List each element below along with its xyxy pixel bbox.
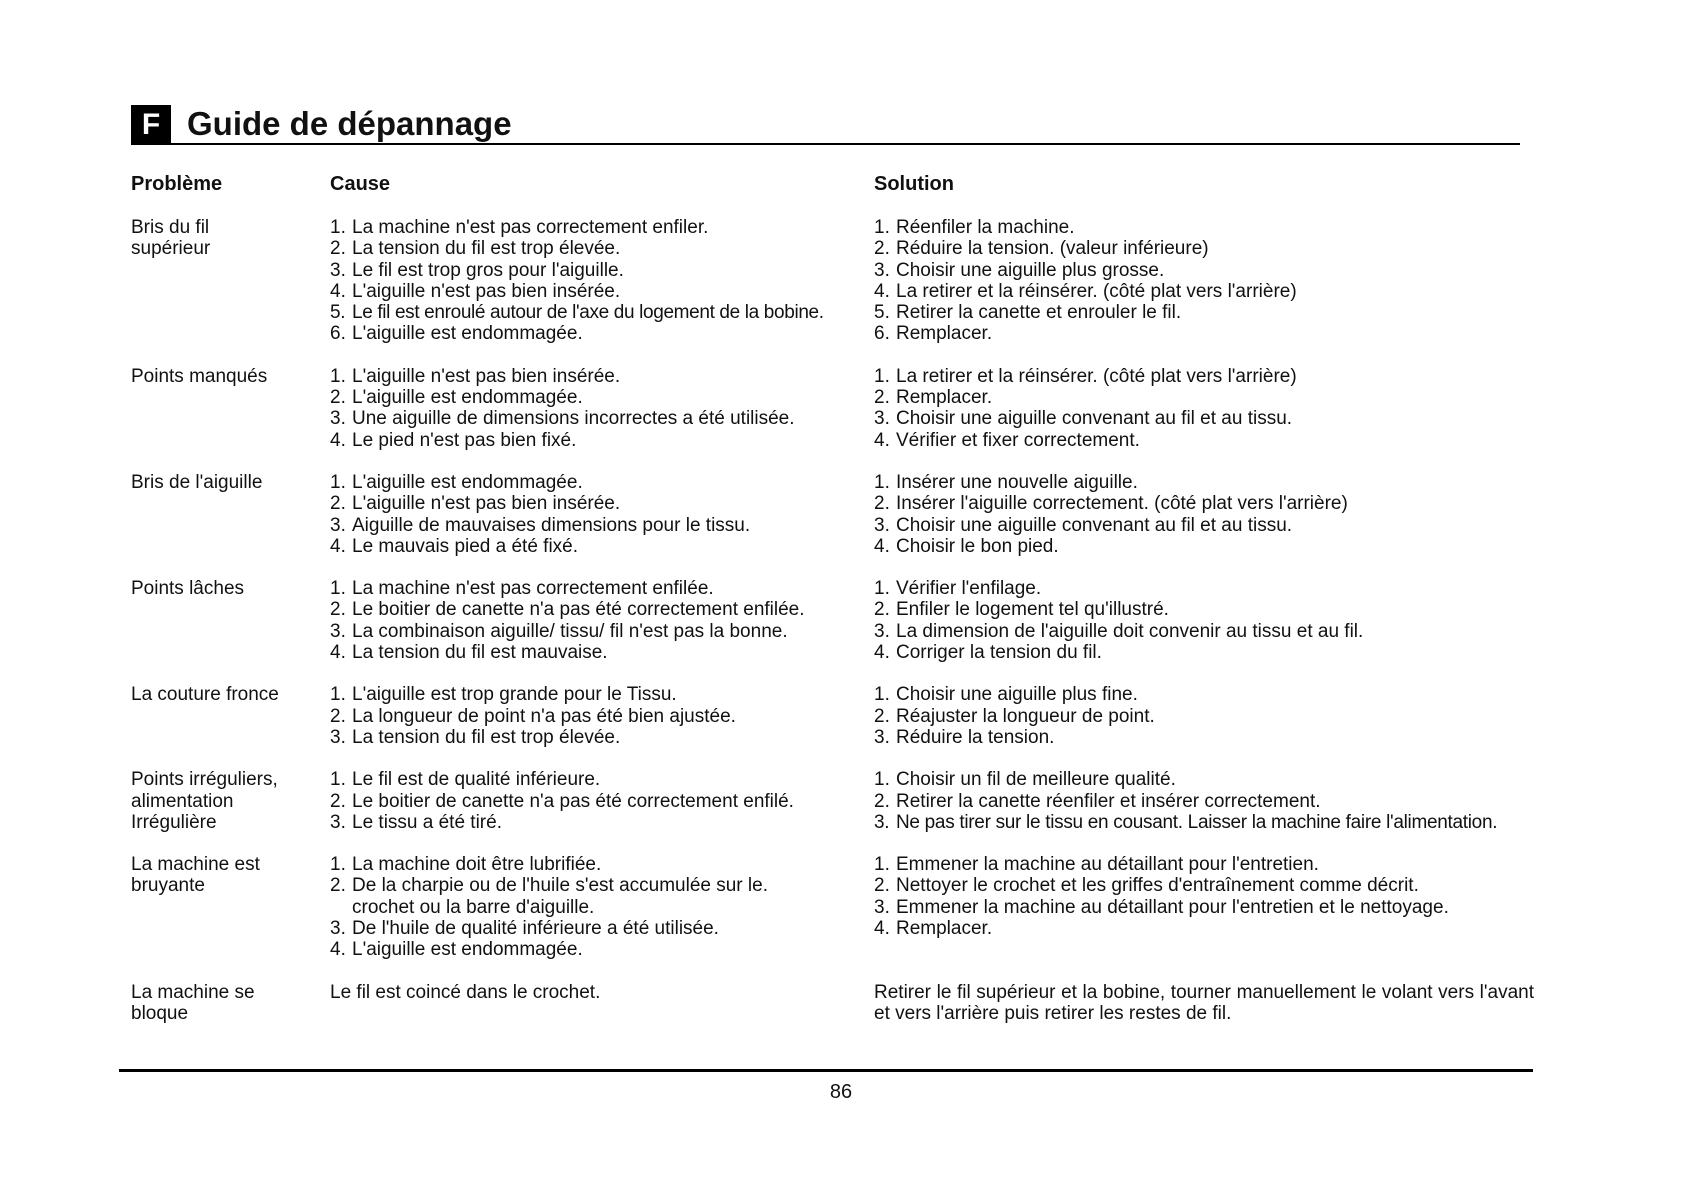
solution-cell <box>874 769 1534 833</box>
item-number: 2. <box>330 493 346 515</box>
item-text: Aiguille de mauvaises dimensions pour le tissu. <box>352 514 751 536</box>
item-text: L'aiguille est trop grande pour le Tissu. <box>352 684 677 706</box>
item-number: 2. <box>874 493 890 515</box>
item-number: 4. <box>330 429 346 451</box>
item-text: La dimension de l'aiguille doit convenir au tissu et au fil. <box>896 620 1364 642</box>
item-number: 2. <box>874 238 890 260</box>
footer-divider <box>119 1069 1533 1072</box>
item-text: Choisir le bon pied. <box>896 535 1059 557</box>
item-number: 1. <box>330 684 346 706</box>
cause-cell <box>330 684 870 748</box>
solution-item <box>874 323 1534 344</box>
solution-item <box>874 515 1534 536</box>
cause-item <box>330 812 870 833</box>
solution-cell <box>874 217 1534 345</box>
cause-item <box>330 366 870 387</box>
item-number: 4. <box>330 642 346 664</box>
item-text: Une aiguille de dimensions incorrectes a été utilisée. <box>352 408 795 430</box>
cause-item <box>330 727 870 748</box>
item-number: 2. <box>874 599 890 621</box>
item-text: La combinaison aiguille/ tissu/ fil n'est pas la bonne. <box>352 620 788 642</box>
item-text: Choisir une aiguille plus grosse. <box>896 259 1165 281</box>
item-text: Le fil est de qualité inférieure. <box>352 769 601 791</box>
item-number: 5. <box>330 302 346 324</box>
item-number: 5. <box>874 302 890 324</box>
item-number: 2. <box>330 790 346 812</box>
cause-item <box>330 791 870 812</box>
section-letter-badge: F <box>131 105 171 145</box>
item-number: 1. <box>330 365 346 387</box>
solution-item <box>874 387 1534 408</box>
cause-item <box>330 918 870 939</box>
table-row <box>131 981 1534 1025</box>
item-text: L'aiguille est endommagée. <box>352 939 583 961</box>
item-number: 4. <box>330 939 346 961</box>
problem-cell <box>131 472 321 493</box>
item-number: 3. <box>874 896 890 918</box>
item-text: Insérer l'aiguille correctement. (côté plat vers l'arrière) <box>896 493 1348 515</box>
problem-line: supérieur <box>131 238 211 260</box>
problem-line: La machine est <box>131 854 260 876</box>
item-number: 4. <box>874 642 890 664</box>
item-text: Le fil est enroulé autour de l'axe du logement de la bobine. <box>352 302 824 324</box>
solution-item <box>874 578 1534 599</box>
page-number: 86 <box>829 1081 853 1103</box>
item-text: Le mauvais pied a été fixé. <box>352 535 579 557</box>
item-text: Réduire la tension. (valeur inférieure) <box>896 238 1209 260</box>
item-number: 1. <box>874 769 890 791</box>
cause-item <box>330 238 870 259</box>
solution-item <box>874 642 1534 663</box>
item-number: 1. <box>874 578 890 600</box>
item-number: 2. <box>330 387 346 409</box>
item-text: La machine n'est pas correctement enfilée. <box>352 578 714 600</box>
solution-item <box>874 599 1534 620</box>
item-text: L'aiguille n'est pas bien insérée. <box>352 280 621 302</box>
problem-line: La machine se <box>131 981 255 1003</box>
item-number: 1. <box>330 471 346 493</box>
item-text: Enfiler le logement tel qu'illustré. <box>896 599 1169 621</box>
item-text: Remplacer. <box>896 323 993 345</box>
item-text: La longueur de point n'a pas été bien ajustée. <box>352 705 736 727</box>
column-header-solution: Solution <box>874 173 954 195</box>
solution-item <box>874 430 1534 451</box>
solution-item <box>874 260 1534 281</box>
item-number: 2. <box>874 875 890 897</box>
cause-item <box>330 472 870 493</box>
item-text: Choisir une aiguille plus fine. <box>896 684 1138 706</box>
item-number: 4. <box>874 535 890 557</box>
solution-item <box>874 897 1534 918</box>
cause-item <box>330 769 870 790</box>
table-row <box>131 578 1531 663</box>
solution-item <box>874 493 1534 514</box>
item-number: 1. <box>330 217 346 238</box>
item-text: Choisir un fil de meilleure qualité. <box>896 769 1176 791</box>
cause-item <box>330 621 870 642</box>
cause-item <box>330 260 870 281</box>
item-text: Le tissu a été tiré. <box>352 811 502 833</box>
item-number: 3. <box>330 811 346 833</box>
solution-cell <box>874 578 1534 663</box>
solution-cell <box>874 366 1534 451</box>
item-text: Vérifier l'enfilage. <box>896 578 1042 600</box>
solution-item <box>874 706 1534 727</box>
item-number: 3. <box>330 620 346 642</box>
cause-item <box>330 430 870 451</box>
item-number: 1. <box>874 471 890 493</box>
problem-cell <box>131 217 321 260</box>
item-text: Le pied n'est pas bien fixé. <box>352 429 577 451</box>
item-number: 3. <box>874 726 890 748</box>
item-text: Le fil est trop gros pour l'aiguille. <box>352 259 624 281</box>
item-text: Insérer une nouvelle aiguille. <box>896 471 1138 493</box>
solution-cell <box>874 982 1534 1025</box>
item-text: L'aiguille est endommagée. <box>352 323 583 345</box>
item-number: 6. <box>330 323 346 345</box>
item-number: 1. <box>330 769 346 791</box>
item-number: 4. <box>874 918 890 940</box>
problem-cell <box>131 854 321 897</box>
table-row <box>131 854 1531 960</box>
solution-item <box>874 217 1534 238</box>
item-text: La retirer et la réinsérer. (côté plat vers l'arrière) <box>896 280 1297 302</box>
cause-item <box>330 323 870 344</box>
item-text: Remplacer. <box>896 918 993 940</box>
item-number: 1. <box>874 217 890 238</box>
item-number: 4. <box>874 429 890 451</box>
table-row <box>131 684 1531 748</box>
problem-line: alimentation <box>131 790 234 812</box>
item-number: 4. <box>330 535 346 557</box>
solution-item <box>874 536 1534 557</box>
problem-line: Points lâches <box>131 578 245 600</box>
item-text: De la charpie ou de l'huile s'est accumulée sur le. crochet ou la barre d'aiguille. <box>352 875 768 918</box>
cause-item <box>330 706 870 727</box>
table-row <box>131 472 1531 557</box>
item-number: 1. <box>874 365 890 387</box>
item-text: La tension du fil est trop élevée. <box>352 726 621 748</box>
item-text: Le boitier de canette n'a pas été correctement enfilé. <box>352 790 794 812</box>
item-number: 3. <box>874 259 890 281</box>
cause-item <box>330 854 870 875</box>
solution-item <box>874 918 1534 939</box>
item-number: 3. <box>330 514 346 536</box>
item-text: Le boitier de canette n'a pas été correctement enfilée. <box>352 599 805 621</box>
item-text: Vérifier et fixer correctement. <box>896 429 1140 451</box>
item-number: 3. <box>874 620 890 642</box>
solution-item <box>874 791 1534 812</box>
item-text: De l'huile de qualité inférieure a été utilisée. <box>352 918 719 940</box>
problem-line: La couture fronce <box>131 684 279 706</box>
cause-item <box>330 281 870 302</box>
solution-cell <box>874 472 1534 557</box>
item-number: 3. <box>874 514 890 536</box>
solution-item <box>874 238 1534 259</box>
solution-item <box>874 875 1534 896</box>
column-header-cause: Cause <box>330 173 391 195</box>
solution-item <box>874 472 1534 493</box>
item-text: Corriger la tension du fil. <box>896 642 1102 664</box>
item-number: 3. <box>874 408 890 430</box>
item-number: 2. <box>330 875 346 897</box>
item-text: La tension du fil est trop élevée. <box>352 238 621 260</box>
solution-cell <box>874 854 1534 939</box>
cause-item <box>330 642 870 663</box>
item-text: L'aiguille n'est pas bien insérée. <box>352 365 621 387</box>
item-text: La retirer et la réinsérer. (côté plat vers l'arrière) <box>896 365 1297 387</box>
item-text: Retirer la canette et enrouler le fil. <box>896 302 1182 324</box>
item-number: 2. <box>874 387 890 409</box>
item-number: 2. <box>874 705 890 727</box>
item-text: La machine doit être lubrifiée. <box>352 854 602 876</box>
item-number: 2. <box>874 790 890 812</box>
cause-cell <box>330 854 870 960</box>
item-text: L'aiguille est endommagée. <box>352 387 583 409</box>
item-text: Nettoyer le crochet et les griffes d'entraînement comme décrit. <box>896 875 1419 897</box>
cause-cell <box>330 472 870 557</box>
troubleshooting-table <box>131 217 1534 1045</box>
item-text: Choisir une aiguille convenant au fil et au tissu. <box>896 514 1293 536</box>
problem-cell <box>131 769 321 833</box>
solution-item <box>874 366 1534 387</box>
item-number: 3. <box>330 259 346 281</box>
cause-cell <box>330 982 870 1025</box>
cause-item <box>330 684 870 705</box>
item-text: Choisir une aiguille convenant au fil et au tissu. <box>896 408 1293 430</box>
item-text: La tension du fil est mauvaise. <box>352 642 608 664</box>
item-number: 2. <box>330 599 346 621</box>
solution-item <box>874 408 1534 429</box>
problem-line: Bris du fil <box>131 217 210 238</box>
cause-item <box>330 939 870 960</box>
solution-item <box>874 854 1534 875</box>
problem-line: Bris de l'aiguille <box>131 471 263 493</box>
page-header <box>131 103 1520 145</box>
cause-item <box>330 578 870 599</box>
cause-item <box>330 302 870 323</box>
item-number: 6. <box>874 323 890 345</box>
item-text: Retirer la canette réenfiler et insérer correctement. <box>896 790 1321 812</box>
problem-cell <box>131 578 321 599</box>
cause-item <box>330 217 870 238</box>
title-divider <box>131 143 1520 145</box>
solution-item <box>874 812 1534 833</box>
item-number: 1. <box>874 854 890 876</box>
problem-cell <box>131 982 321 1025</box>
problem-line: Irrégulière <box>131 811 217 833</box>
item-number: 3. <box>330 918 346 940</box>
item-text: Réduire la tension. <box>896 726 1055 748</box>
cause-item <box>330 387 870 408</box>
item-text: Emmener la machine au détaillant pour l'entretien. <box>896 854 1319 876</box>
item-text: Réenfiler la machine. <box>896 217 1075 238</box>
cause-item <box>330 536 870 557</box>
solution-item <box>874 281 1534 302</box>
column-header-problem: Problème <box>131 173 223 195</box>
cause-item <box>330 875 792 918</box>
page-title: Guide de dépannage <box>187 105 512 142</box>
cause-cell <box>330 578 870 663</box>
solution-item <box>874 302 1534 323</box>
item-number: 1. <box>330 578 346 600</box>
table-row <box>131 217 1531 345</box>
cause-cell <box>330 217 870 345</box>
solution-item <box>874 727 1534 748</box>
solution-item <box>874 684 1534 705</box>
solution-cell <box>874 684 1534 748</box>
item-text: Emmener la machine au détaillant pour l'entretien et le nettoyage. <box>896 896 1449 918</box>
item-number: 1. <box>874 684 890 706</box>
item-text: La machine n'est pas correctement enfiler. <box>352 217 709 238</box>
item-text: L'aiguille est endommagée. <box>352 471 583 493</box>
item-number: 2. <box>330 705 346 727</box>
problem-line: Points manqués <box>131 365 268 387</box>
cause-cell <box>330 366 870 451</box>
problem-cell <box>131 684 321 705</box>
problem-line: Points irréguliers, <box>131 769 278 791</box>
item-number: 4. <box>330 280 346 302</box>
cause-item <box>330 599 870 620</box>
solution-item <box>874 621 1534 642</box>
item-number: 3. <box>874 811 890 833</box>
item-number: 2. <box>330 238 346 260</box>
solution-text: Retirer le fil supérieur et la bobine, tourner manuellement le volant vers l'avant et vers l'arrière puis retirer les restes de fil. <box>874 981 1534 1024</box>
cause-text: Le fil est coincé dans le crochet. <box>330 981 601 1003</box>
item-text: Remplacer. <box>896 387 993 409</box>
item-number: 3. <box>330 726 346 748</box>
cause-item <box>330 515 870 536</box>
problem-line: bloque <box>131 1002 189 1024</box>
problem-line: bruyante <box>131 875 205 897</box>
table-row <box>131 366 1531 451</box>
item-text: Ne pas tirer sur le tissu en cousant. Laisser la machine faire l'alimentation. <box>896 811 1498 833</box>
cause-cell <box>330 769 870 833</box>
item-number: 3. <box>330 408 346 430</box>
cause-item <box>330 408 870 429</box>
table-row <box>131 769 1531 833</box>
item-number: 1. <box>330 854 346 876</box>
item-text: Réajuster la longueur de point. <box>896 705 1155 727</box>
item-text: L'aiguille n'est pas bien insérée. <box>352 493 621 515</box>
problem-cell <box>131 366 321 387</box>
item-number: 4. <box>874 280 890 302</box>
cause-item <box>330 493 870 514</box>
solution-item <box>874 769 1534 790</box>
